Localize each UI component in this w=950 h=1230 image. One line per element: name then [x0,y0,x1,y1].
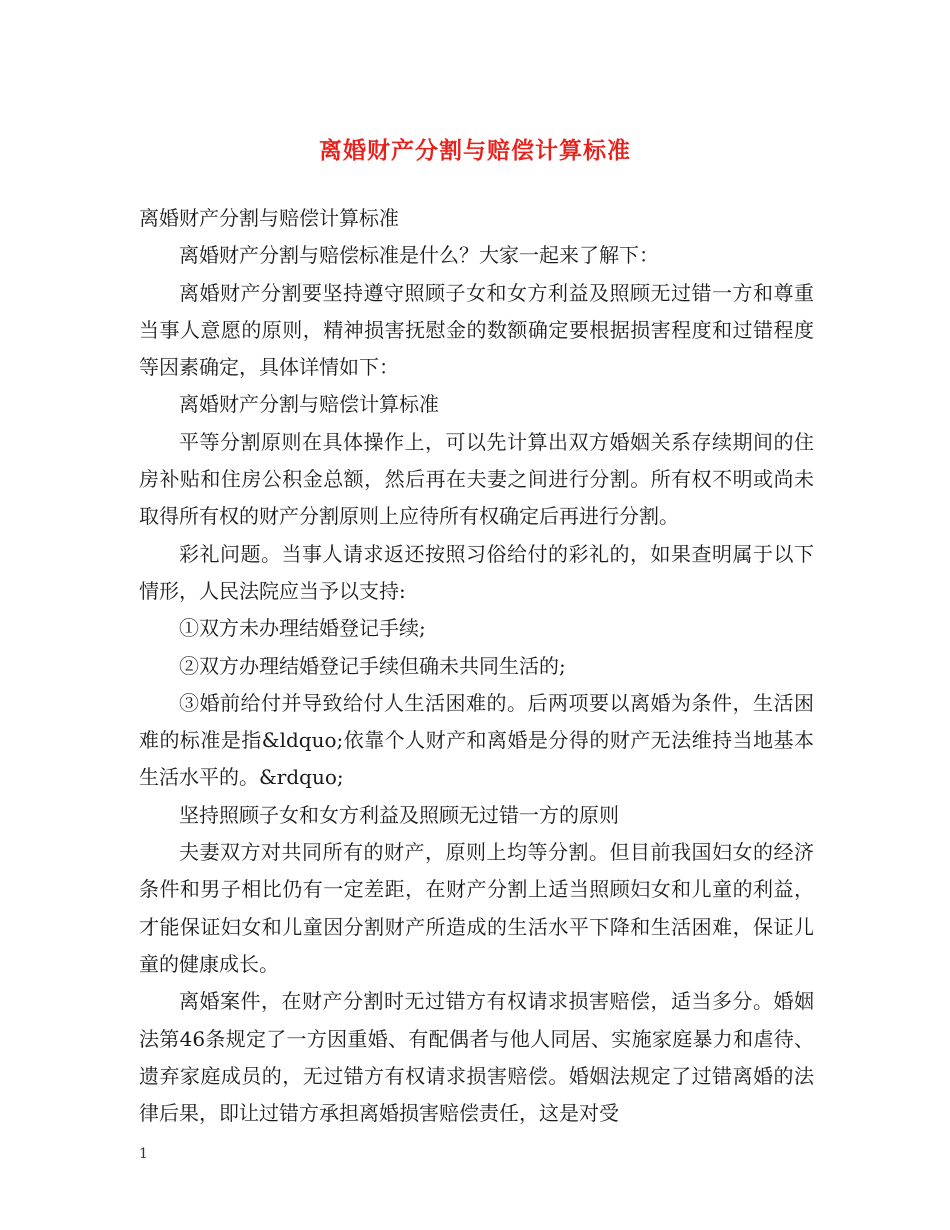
paragraph: 坚持照顾子女和女方利益及照顾无过错一方的原则 [179,802,619,827]
paragraph: 离婚财产分割与赔偿标准是什么？大家一起来了解下： [179,243,659,268]
paragraph: 彩礼问题。当事人请求返还按照习俗给付的彩礼的，如果查明属于以下情形，人民法院应当予以支持: [139,541,814,603]
document-body [139,200,814,1132]
paragraph: 平等分割原则在具体操作上，可以先计算出双方婚姻关系存续期间的住房补贴和住房公积金总额，然后再在夫妻之间进行分割。所有权不明或尚未取得所有权的财产分割原则上应待所有权确定后再进行分割。 [139,429,814,529]
paragraph: 离婚财产分割与赔偿计算标准 [179,392,439,417]
paragraph: 离婚案件，在财产分割时无过错方有权请求损害赔偿，适当多分。婚姻法第46条规定了一方因重婚、有配偶者与他人同居、实施家庭暴力和虐待、遗弃家庭成员的，无过错方有权请求损害赔偿。婚姻法规定了过错离婚的法律后果，即让过错方承担离婚损害赔偿责任，这是对受 [139,989,814,1126]
paragraph: 离婚财产分割与赔偿计算标准 [139,206,399,230]
list-item: ②双方办理结婚登记手续但确未共同生活的; [179,653,566,678]
list-item: ①双方未办理结婚登记手续; [179,616,426,641]
list-item: ③婚前给付并导致给付人生活困难的。后两项要以离婚为条件，生活困难的标准是指&ldquo;依靠个人财产和离婚是分得的财产无法维持当地基本生活水平的。&rdquo; [139,690,814,790]
document-title: 离婚财产分割与赔偿计算标准 [319,138,631,164]
paragraph: 夫妻双方对共同所有的财产，原则上均等分割。但目前我国妇女的经济条件和男子相比仍有一定差距，在财产分割上适当照顾妇女和儿童的利益，才能保证妇女和儿童因分割财产所造成的生活水平下降和生活困难，保证儿童的健康成长。 [139,840,814,976]
paragraph: 离婚财产分割要坚持遵守照顾子女和女方利益及照顾无过错一方和尊重当事人意愿的原则，精神损害抚慰金的数额确定要根据损害程度和过错程度等因素确定，具体详情如下： [139,280,814,380]
page-number: 1 [139,1146,148,1162]
